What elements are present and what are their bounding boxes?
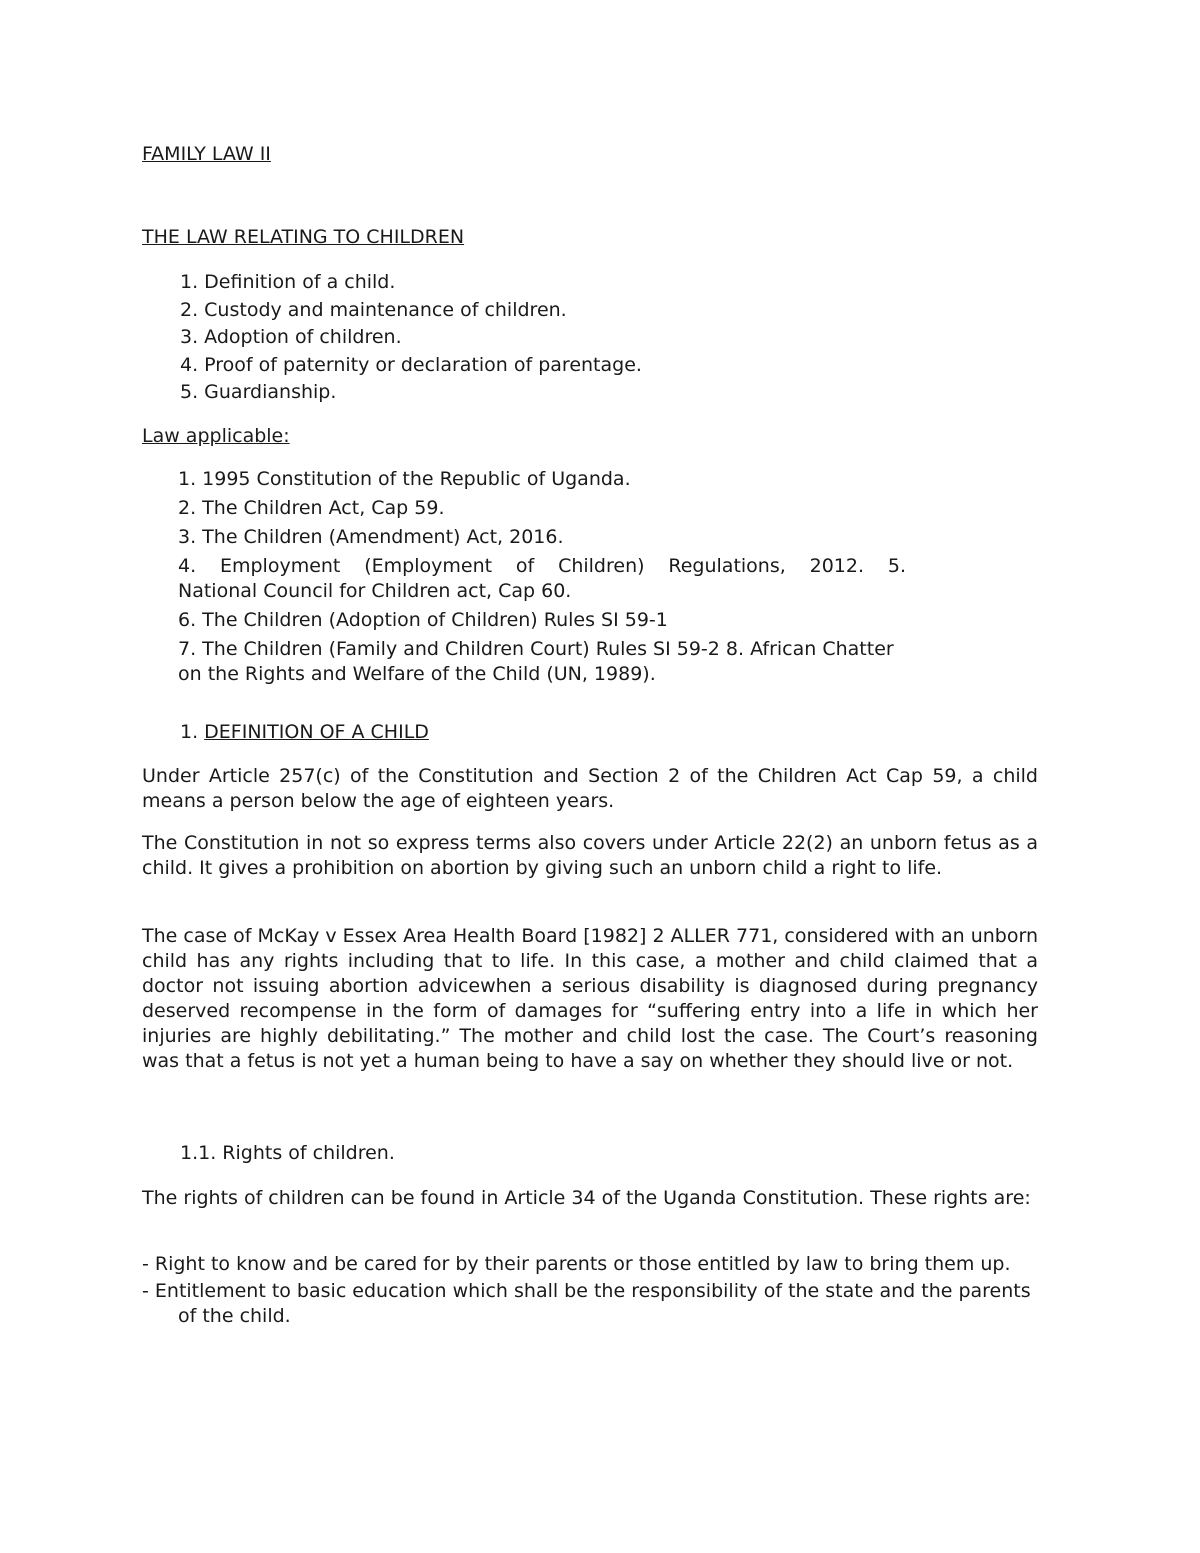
definition-heading — [180, 720, 429, 745]
topics-list — [180, 270, 1080, 408]
paragraph-mckay-case: The case of McKay v Essex Area Health Board [1982] 2 ALLER 771, considered with an unborn child has any rights including that to life. In this case, a mother and child claimed that a doctor not issuing abortion advicewhen a serious disability is diagnosed during pregnancy deserved recompense in the form of damages for “suffering entry into a life in which her injuries are highly debilitating.” The mother and child lost the case. The Court’s reasoning was that a fetus is not yet a human being to have a say on whether they should live or not. — [142, 925, 1038, 1072]
laws-list — [178, 467, 1038, 691]
list-item-wrapped — [178, 637, 1038, 687]
list-item-line: 7. The Children (Family and Children Court) Rules SI 59-2 8. African Chatter — [178, 638, 894, 660]
list-item: 3. The Children (Amendment) Act, 2016. — [178, 526, 564, 548]
list-item: 3. Adoption of children. — [180, 326, 402, 348]
list-item-line: 4. Employment (Employment of Children) Regulations, 2012. 5. — [178, 555, 906, 577]
list-item: 1. 1995 Constitution of the Republic of Uganda. — [178, 468, 631, 490]
list-item: - Entitlement to basic education which shall be the responsibility of the state and the parents of the child. — [142, 1280, 1031, 1327]
list-item-line: National Council for Children act, Cap 60. — [178, 580, 572, 602]
list-item: - Right to know and be cared for by their parents or those entitled by law to bring them up. — [142, 1253, 1011, 1275]
rights-subheading: 1.1. Rights of children. — [180, 1142, 395, 1164]
paragraph-rights-intro: The rights of children can be found in Article 34 of the Uganda Constitution. These rights are: — [142, 1187, 1031, 1209]
definition-title: DEFINITION OF A CHILD — [204, 721, 429, 743]
rights-list — [142, 1252, 1042, 1331]
list-item-wrapped — [178, 554, 1038, 604]
list-item: 2. The Children Act, Cap 59. — [178, 497, 445, 519]
paragraph-definition: Under Article 257(c) of the Constitution and Section 2 of the Children Act Cap 59, a child means a person below the age of eighteen years. — [142, 765, 1038, 812]
document-title: FAMILY LAW II — [142, 143, 271, 165]
law-applicable-label: Law applicable: — [142, 425, 290, 447]
list-item: 6. The Children (Adoption of Children) Rules SI 59-1 — [178, 609, 668, 631]
section-heading: THE LAW RELATING TO CHILDREN — [142, 226, 465, 248]
list-item: 4. Proof of paternity or declaration of parentage. — [180, 353, 642, 376]
list-item-line: on the Rights and Welfare of the Child (UN, 1989). — [178, 663, 656, 685]
paragraph-unborn-fetus: The Constitution in not so express terms also covers under Article 22(2) an unborn fetus as a child. It gives a prohibition on abortion by giving such an unborn child a right to life. — [142, 832, 1038, 879]
list-item: 5. Guardianship. — [180, 381, 337, 403]
definition-number: 1. — [180, 721, 205, 743]
list-item: 2. Custody and maintenance of children. — [180, 298, 567, 321]
list-item: 1. Definition of a child. — [180, 271, 396, 293]
